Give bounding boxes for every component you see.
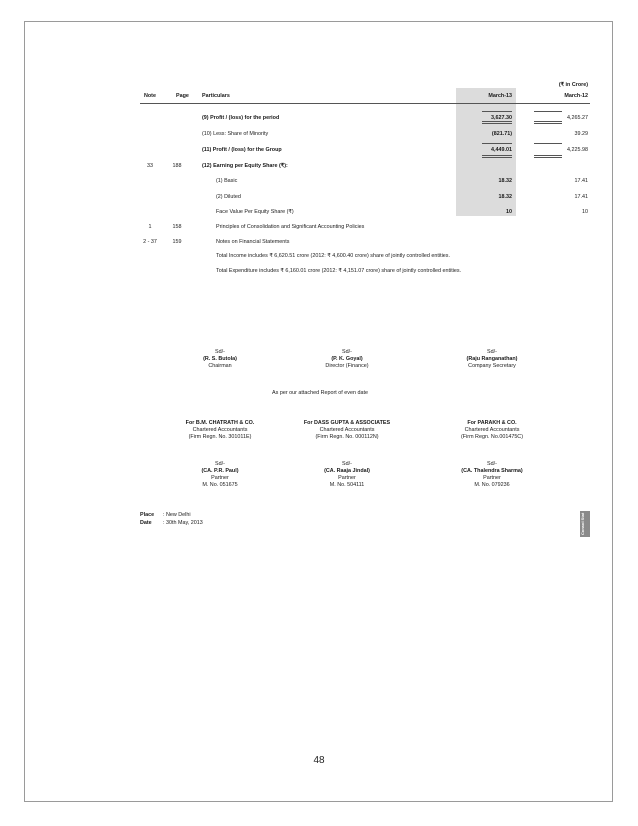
- place-value: : New Delhi: [163, 512, 191, 518]
- rule-5a: [482, 155, 512, 156]
- firm-name: For PARAKH & CO.: [467, 420, 517, 426]
- partner-sd: Sd/-: [342, 461, 352, 467]
- partner-membership: M. No. 051675: [202, 482, 238, 488]
- rule-3a: [482, 123, 512, 124]
- firm-parakh: [437, 420, 547, 441]
- rule-3b: [534, 123, 562, 124]
- firm-regn: (Firm Regn. No.001475C): [460, 434, 524, 440]
- report-note: As per our attached Report of even date: [272, 390, 368, 396]
- firm-type: Chartered Accountants: [192, 427, 248, 433]
- signatory-sd: Sd/-: [487, 349, 497, 355]
- rule-2b: [534, 121, 562, 122]
- partner-membership: M. No. 504111: [329, 482, 365, 488]
- row-page: 159: [172, 239, 182, 245]
- row-march-13: 10: [506, 209, 512, 215]
- partner-sd: Sd/-: [215, 461, 225, 467]
- firm-chatrath: [165, 420, 275, 441]
- row-march-12: 17.41: [574, 194, 588, 200]
- firm-regn: (Firm Regn. No. 301011E): [188, 434, 252, 440]
- signatory-director: [292, 349, 402, 370]
- row-label: (1) Basic: [216, 178, 238, 184]
- signatory-name: (R. S. Butola): [203, 356, 237, 362]
- row-label: Principles of Consolidation and Significant Accounting Policies: [216, 224, 365, 230]
- page-border: [24, 21, 613, 802]
- row-march-12: 4,225.98: [567, 147, 588, 153]
- row-note: 33: [147, 163, 153, 169]
- row-page: 158: [172, 224, 182, 230]
- signatory-name: (P. K. Goyal): [331, 356, 363, 362]
- signatory-chairman: [165, 349, 275, 370]
- signatory-secretary: [437, 349, 547, 370]
- date-label: Date: [140, 520, 152, 526]
- partner-membership: M. No. 079236: [474, 482, 510, 488]
- rule-4b: [534, 143, 562, 144]
- unit-note: (₹ in Crore): [558, 82, 588, 88]
- row-label: (9) Profit / (loss) for the period: [202, 115, 280, 121]
- note-total-expenditure: Total Expenditure includes ₹ 6,160.01 crore (2012: ₹ 4,151.07 crore) share of jointly controlled entities.: [216, 268, 462, 274]
- side-section-tab: Consol Stat: [580, 511, 590, 537]
- row-label: (2) Diluted: [216, 194, 241, 200]
- row-page: 188: [172, 163, 182, 169]
- signatory-sd: Sd/-: [215, 349, 225, 355]
- row-label: (11) Profit / (loss) for the Group: [202, 147, 282, 153]
- note-total-income: Total Income includes ₹ 6,620.51 crore (2012: ₹ 4,600.40 crore) share of jointly controlled entities.: [216, 253, 450, 259]
- row-label: Face Value Per Equity Share (₹): [216, 209, 294, 215]
- row-label: (10) Less: Share of Minority: [202, 131, 269, 137]
- header-rule: [140, 103, 590, 104]
- row-note: 2 - 37: [143, 239, 157, 245]
- rule-5b: [534, 155, 562, 156]
- row-march-13: 3,627.30: [491, 115, 512, 121]
- firm-regn: (Firm Regn. No. 000112N): [315, 434, 379, 440]
- row-march-12: 39.29: [574, 131, 588, 137]
- signatory-name: (Raju Ranganathan): [466, 356, 518, 362]
- row-note: 1: [148, 224, 152, 230]
- rule-4a: [482, 143, 512, 144]
- partner-jindal: [292, 461, 402, 489]
- header-page: Page: [176, 93, 189, 99]
- firm-type: Chartered Accountants: [464, 427, 520, 433]
- partner-paul: [165, 461, 275, 489]
- row-march-13: 4,449.01: [491, 147, 512, 153]
- rule-6b: [534, 157, 562, 158]
- date-value: : 30th May, 2013: [163, 520, 203, 526]
- page-number: 48: [313, 755, 325, 766]
- header-note: Note: [144, 93, 156, 99]
- partner-name: (CA. Thalendra Sharma): [461, 468, 523, 474]
- row-march-12: 4,265.27: [567, 115, 588, 121]
- header-particulars: Particulars: [202, 93, 230, 99]
- header-march-12: March-12: [564, 93, 588, 99]
- rule-6a: [482, 157, 512, 158]
- row-march-12: 17.41: [574, 178, 588, 184]
- row-label: Notes on Financial Statements: [216, 239, 290, 245]
- rule-1a: [482, 111, 512, 112]
- partner-name: (CA. Raaja Jindal): [324, 468, 370, 474]
- partner-role: Partner: [483, 475, 501, 481]
- row-march-12: 10: [582, 209, 588, 215]
- rule-1b: [534, 111, 562, 112]
- row-march-13: 18.32: [498, 178, 512, 184]
- firm-name: For DASS GUPTA & ASSOCIATES: [303, 420, 391, 426]
- signatory-sd: Sd/-: [342, 349, 352, 355]
- signatory-title: Company Secretary: [468, 363, 516, 369]
- partner-name: (CA. P.R. Paul): [201, 468, 239, 474]
- row-label: (12) Earning per Equity Share (₹):: [202, 163, 288, 169]
- place-label: Place: [140, 512, 155, 518]
- row-march-13: (821.71): [491, 131, 512, 137]
- partner-role: Partner: [211, 475, 229, 481]
- header-march-13: March-13: [488, 93, 512, 99]
- firm-type: Chartered Accountants: [319, 427, 375, 433]
- signatory-title: Chairman: [208, 363, 232, 369]
- row-march-13: 18.32: [498, 194, 512, 200]
- partner-sd: Sd/-: [487, 461, 497, 467]
- firm-name: For B.M. CHATRATH & CO.: [185, 420, 255, 426]
- signatory-title: Director (Finance): [325, 363, 369, 369]
- firm-dass-gupta: [292, 420, 402, 441]
- partner-sharma: [437, 461, 547, 489]
- rule-2a: [482, 121, 512, 122]
- partner-role: Partner: [338, 475, 356, 481]
